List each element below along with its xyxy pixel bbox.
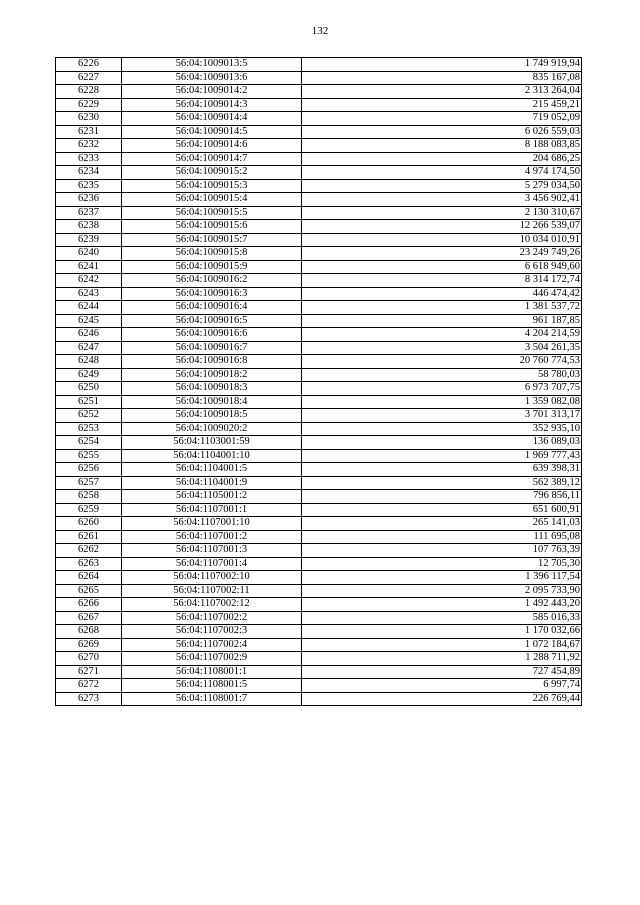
- table-row: [56, 503, 582, 517]
- row-number-cell: 6242: [56, 274, 122, 288]
- page-number: 132: [311, 25, 329, 37]
- cadastral-value-cell: 6 997,74: [302, 679, 582, 693]
- cadastral-value-cell: 1 749 919,94: [302, 58, 582, 72]
- cadastral-value-cell: 1 381 537,72: [302, 301, 582, 315]
- row-number-cell: 6245: [56, 314, 122, 328]
- cadastral-number-cell: 56:04:1009018:4: [122, 395, 302, 409]
- cadastral-number-cell: 56:04:1009014:5: [122, 125, 302, 139]
- cadastral-number-cell: 56:04:1107002:10: [122, 571, 302, 585]
- cadastral-number-cell: 56:04:1009018:3: [122, 382, 302, 396]
- table-row: [56, 220, 582, 234]
- table-row: [56, 571, 582, 585]
- cadastral-value-cell: 6 618 949,60: [302, 260, 582, 274]
- cadastral-number-cell: 56:04:1107002:2: [122, 611, 302, 625]
- row-number-cell: 6252: [56, 409, 122, 423]
- cadastral-value-cell: 215 459,21: [302, 98, 582, 112]
- cadastral-number-cell: 56:04:1009015:2: [122, 166, 302, 180]
- row-number-cell: 6260: [56, 517, 122, 531]
- table-row: [56, 692, 582, 706]
- cadastral-number-cell: 56:04:1107002:3: [122, 625, 302, 639]
- row-number-cell: 6270: [56, 652, 122, 666]
- cadastral-number-cell: 56:04:1104001:5: [122, 463, 302, 477]
- table-row: [56, 301, 582, 315]
- row-number-cell: 6240: [56, 247, 122, 261]
- cadastral-value-cell: 961 187,85: [302, 314, 582, 328]
- cadastral-value-cell: 8 314 172,74: [302, 274, 582, 288]
- cadastral-value-cell: 265 141,03: [302, 517, 582, 531]
- table-row: [56, 665, 582, 679]
- cadastral-value-cell: 204 686,25: [302, 152, 582, 166]
- cadastral-value-cell: 8 188 083,85: [302, 139, 582, 153]
- table-row: [56, 152, 582, 166]
- cadastral-number-cell: 56:04:1105001:2: [122, 490, 302, 504]
- row-number-cell: 6231: [56, 125, 122, 139]
- row-number-cell: 6243: [56, 287, 122, 301]
- cadastral-value-cell: 639 398,31: [302, 463, 582, 477]
- table-row: [56, 436, 582, 450]
- cadastral-number-cell: 56:04:1107002:4: [122, 638, 302, 652]
- cadastral-number-cell: 56:04:1009015:6: [122, 220, 302, 234]
- row-number-cell: 6263: [56, 557, 122, 571]
- row-number-cell: 6264: [56, 571, 122, 585]
- cadastral-value-cell: 585 016,33: [302, 611, 582, 625]
- table-row: [56, 679, 582, 693]
- cadastral-number-cell: 56:04:1009016:7: [122, 341, 302, 355]
- cadastral-number-cell: 56:04:1009015:9: [122, 260, 302, 274]
- cadastral-value-cell: 796 856,11: [302, 490, 582, 504]
- table-row: [56, 395, 582, 409]
- table-row: [56, 490, 582, 504]
- cadastral-number-cell: 56:04:1107001:4: [122, 557, 302, 571]
- table-row: [56, 517, 582, 531]
- cadastral-number-cell: 56:04:1009020:2: [122, 422, 302, 436]
- cadastral-value-cell: 446 474,42: [302, 287, 582, 301]
- row-number-cell: 6233: [56, 152, 122, 166]
- cadastral-number-cell: 56:04:1009016:3: [122, 287, 302, 301]
- table-row: [56, 328, 582, 342]
- cadastral-value-cell: 562 389,12: [302, 476, 582, 490]
- row-number-cell: 6230: [56, 112, 122, 126]
- table-row: [56, 355, 582, 369]
- row-number-cell: 6229: [56, 98, 122, 112]
- row-number-cell: 6268: [56, 625, 122, 639]
- row-number-cell: 6267: [56, 611, 122, 625]
- cadastral-value-cell: 6 026 559,03: [302, 125, 582, 139]
- cadastral-value-cell: 1 492 443,20: [302, 598, 582, 612]
- cadastral-value-cell: 1 288 711,92: [302, 652, 582, 666]
- cadastral-number-cell: 56:04:1103001:59: [122, 436, 302, 450]
- table-row: [56, 233, 582, 247]
- row-number-cell: 6248: [56, 355, 122, 369]
- row-number-cell: 6266: [56, 598, 122, 612]
- cadastral-number-cell: 56:04:1009018:5: [122, 409, 302, 423]
- cadastral-number-cell: 56:04:1009013:6: [122, 71, 302, 85]
- cadastral-number-cell: 56:04:1009016:8: [122, 355, 302, 369]
- table-row: [56, 584, 582, 598]
- row-number-cell: 6237: [56, 206, 122, 220]
- table-row: [56, 58, 582, 72]
- row-number-cell: 6261: [56, 530, 122, 544]
- table-row: [56, 368, 582, 382]
- cadastral-value-cell: 4 974 174,50: [302, 166, 582, 180]
- table-row: [56, 193, 582, 207]
- row-number-cell: 6226: [56, 58, 122, 72]
- table-row: [56, 544, 582, 558]
- cadastral-value-cell: 1 359 082,08: [302, 395, 582, 409]
- table-row: [56, 652, 582, 666]
- cadastral-value-cell: 58 780,03: [302, 368, 582, 382]
- cadastral-number-cell: 56:04:1107001:1: [122, 503, 302, 517]
- cadastral-value-cell: 1 170 032,66: [302, 625, 582, 639]
- row-number-cell: 6235: [56, 179, 122, 193]
- cadastral-number-cell: 56:04:1009015:8: [122, 247, 302, 261]
- cadastral-number-cell: 56:04:1009014:4: [122, 112, 302, 126]
- row-number-cell: 6265: [56, 584, 122, 598]
- row-number-cell: 6269: [56, 638, 122, 652]
- row-number-cell: 6253: [56, 422, 122, 436]
- cadastral-number-cell: 56:04:1009018:2: [122, 368, 302, 382]
- cadastral-value-cell: 2 130 310,67: [302, 206, 582, 220]
- table-row: [56, 611, 582, 625]
- cadastral-number-cell: 56:04:1009016:2: [122, 274, 302, 288]
- table-row: [56, 247, 582, 261]
- table-row: [56, 287, 582, 301]
- table-body: [56, 58, 582, 706]
- row-number-cell: 6238: [56, 220, 122, 234]
- table-row: [56, 85, 582, 99]
- table-row: [56, 166, 582, 180]
- cadastral-value-cell: 12 705,30: [302, 557, 582, 571]
- cadastral-value-cell: 727 454,89: [302, 665, 582, 679]
- cadastral-value-table: [55, 57, 582, 706]
- cadastral-value-cell: 5 279 034,50: [302, 179, 582, 193]
- table-row: [56, 179, 582, 193]
- row-number-cell: 6273: [56, 692, 122, 706]
- cadastral-value-cell: 111 695,08: [302, 530, 582, 544]
- cadastral-value-cell: 226 769,44: [302, 692, 582, 706]
- row-number-cell: 6255: [56, 449, 122, 463]
- cadastral-value-cell: 3 504 261,35: [302, 341, 582, 355]
- row-number-cell: 6241: [56, 260, 122, 274]
- row-number-cell: 6249: [56, 368, 122, 382]
- row-number-cell: 6244: [56, 301, 122, 315]
- cadastral-value-cell: 107 763,39: [302, 544, 582, 558]
- row-number-cell: 6257: [56, 476, 122, 490]
- cadastral-number-cell: 56:04:1107002:11: [122, 584, 302, 598]
- table-row: [56, 206, 582, 220]
- table-row: [56, 422, 582, 436]
- cadastral-value-cell: 20 760 774,53: [302, 355, 582, 369]
- row-number-cell: 6258: [56, 490, 122, 504]
- cadastral-number-cell: 56:04:1009015:3: [122, 179, 302, 193]
- table-row: [56, 557, 582, 571]
- cadastral-number-cell: 56:04:1107002:12: [122, 598, 302, 612]
- row-number-cell: 6259: [56, 503, 122, 517]
- cadastral-number-cell: 56:04:1009013:5: [122, 58, 302, 72]
- cadastral-value-cell: 352 935,10: [302, 422, 582, 436]
- cadastral-value-cell: 651 600,91: [302, 503, 582, 517]
- cadastral-value-cell: 719 052,09: [302, 112, 582, 126]
- table-row: [56, 409, 582, 423]
- table-row: [56, 314, 582, 328]
- table-row: [56, 341, 582, 355]
- table-row: [56, 463, 582, 477]
- cadastral-number-cell: 56:04:1009016:5: [122, 314, 302, 328]
- cadastral-number-cell: 56:04:1104001:10: [122, 449, 302, 463]
- cadastral-value-cell: 12 266 539,07: [302, 220, 582, 234]
- table-row: [56, 274, 582, 288]
- cadastral-value-cell: 10 034 010,91: [302, 233, 582, 247]
- row-number-cell: 6247: [56, 341, 122, 355]
- cadastral-value-cell: 2 095 733,90: [302, 584, 582, 598]
- row-number-cell: 6271: [56, 665, 122, 679]
- cadastral-number-cell: 56:04:1107001:10: [122, 517, 302, 531]
- row-number-cell: 6234: [56, 166, 122, 180]
- cadastral-number-cell: 56:04:1107002:9: [122, 652, 302, 666]
- table-row: [56, 625, 582, 639]
- cadastral-number-cell: 56:04:1009016:4: [122, 301, 302, 315]
- cadastral-number-cell: 56:04:1104001:9: [122, 476, 302, 490]
- table-row: [56, 382, 582, 396]
- cadastral-value-cell: 1 396 117,54: [302, 571, 582, 585]
- cadastral-number-cell: 56:04:1009014:3: [122, 98, 302, 112]
- row-number-cell: 6232: [56, 139, 122, 153]
- cadastral-number-cell: 56:04:1108001:5: [122, 679, 302, 693]
- cadastral-value-cell: 3 456 902,41: [302, 193, 582, 207]
- cadastral-number-cell: 56:04:1009014:7: [122, 152, 302, 166]
- row-number-cell: 6256: [56, 463, 122, 477]
- table-row: [56, 125, 582, 139]
- cadastral-value-cell: 23 249 749,26: [302, 247, 582, 261]
- table-row: [56, 638, 582, 652]
- cadastral-number-cell: 56:04:1107001:3: [122, 544, 302, 558]
- table-row: [56, 449, 582, 463]
- table-row: [56, 112, 582, 126]
- row-number-cell: 6236: [56, 193, 122, 207]
- row-number-cell: 6251: [56, 395, 122, 409]
- table-row: [56, 260, 582, 274]
- cadastral-number-cell: 56:04:1009016:6: [122, 328, 302, 342]
- cadastral-value-cell: 6 973 707,75: [302, 382, 582, 396]
- cadastral-value-cell: 1 969 777,43: [302, 449, 582, 463]
- row-number-cell: 6262: [56, 544, 122, 558]
- row-number-cell: 6250: [56, 382, 122, 396]
- cadastral-number-cell: 56:04:1009014:6: [122, 139, 302, 153]
- cadastral-number-cell: 56:04:1108001:7: [122, 692, 302, 706]
- table-row: [56, 98, 582, 112]
- row-number-cell: 6239: [56, 233, 122, 247]
- row-number-cell: 6246: [56, 328, 122, 342]
- table-row: [56, 71, 582, 85]
- cadastral-value-cell: 1 072 184,67: [302, 638, 582, 652]
- table-row: [56, 530, 582, 544]
- cadastral-value-cell: 835 167,08: [302, 71, 582, 85]
- cadastral-value-cell: 2 313 264,04: [302, 85, 582, 99]
- row-number-cell: 6228: [56, 85, 122, 99]
- cadastral-number-cell: 56:04:1009014:2: [122, 85, 302, 99]
- cadastral-value-cell: 3 701 313,17: [302, 409, 582, 423]
- row-number-cell: 6254: [56, 436, 122, 450]
- row-number-cell: 6227: [56, 71, 122, 85]
- cadastral-number-cell: 56:04:1108001:1: [122, 665, 302, 679]
- cadastral-number-cell: 56:04:1107001:2: [122, 530, 302, 544]
- table-row: [56, 598, 582, 612]
- table-row: [56, 476, 582, 490]
- cadastral-number-cell: 56:04:1009015:5: [122, 206, 302, 220]
- row-number-cell: 6272: [56, 679, 122, 693]
- cadastral-number-cell: 56:04:1009015:4: [122, 193, 302, 207]
- cadastral-value-cell: 136 089,03: [302, 436, 582, 450]
- table-row: [56, 139, 582, 153]
- cadastral-number-cell: 56:04:1009015:7: [122, 233, 302, 247]
- cadastral-value-cell: 4 204 214,59: [302, 328, 582, 342]
